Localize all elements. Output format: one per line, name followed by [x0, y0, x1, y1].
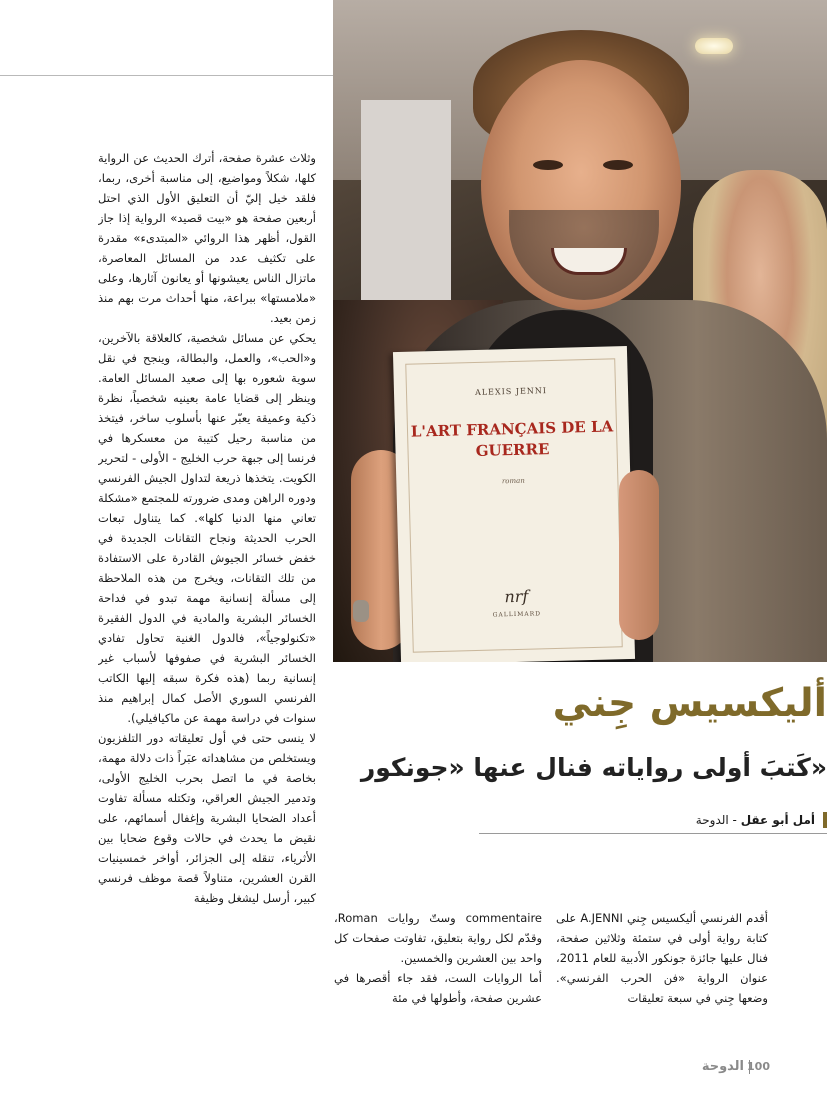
article-subtitle: كَتبَ أولى رواياته فنال عنها «جونكور» — [360, 753, 827, 782]
top-left-rule — [0, 75, 333, 76]
page-folio — [692, 1057, 770, 1077]
paragraph: أقدم الفرنسي أليكسيس جِني A.JENNI على كتابة رواية أولى في ستمئة وثلاثين صفحة، فنال عليها جائزة جونكور الأدبية للعام 2011، عنوان الرواية «فن الحرب الفرنسي». وضعها جِني في سبعة تعليقات — [556, 911, 768, 1005]
author-eye — [603, 160, 633, 170]
byline-rule — [479, 833, 827, 834]
paragraph: وثلاث عشرة صفحة، أترك الحديث عن الرواية كلها، شكلاً ومواضيع، إلى مناسبة أخرى، ربما، فلقد خيل إليّ أن التعليق الأول الذي احتل أربعين صفحة هو «بيت قصيد» الرواية إذا جاز القول، أظهر هذا الروائي «المبتدىء» مقدرة على تكثيف عدد من المسائل المعاصرة، ماتزال الناس يعيشونها أو يعانون آثارها، وعلى «ملامستها» ببراعة، منها أحداث مرت بهم منذ زمن بعيد. — [98, 151, 316, 325]
author-name: أمل أبو عقل — [740, 813, 815, 827]
text-column-left — [98, 148, 316, 1078]
page-number: 100 — [747, 1060, 770, 1073]
magazine-name: الدوحة — [701, 1059, 744, 1074]
byline-place: الدوحة — [695, 813, 729, 827]
author-photo — [333, 0, 827, 662]
paragraph: commentaire وستّ روايات Roman، وقدّم لكل رواية بتعليق، تفاوتت صفحات كل واحد بين العشرين والخمسين. أما الروايات الست، فقد جاء أقصرها في عشرين صفحة، وأطولها في مئة — [334, 911, 542, 1005]
ceiling-lamp — [695, 38, 733, 54]
author-right-hand — [619, 470, 659, 640]
text-column-middle — [334, 908, 542, 1058]
paragraph: يحكي عن مسائل شخصية، كالعلاقة بالآخرين، و«الحب»، والعمل، والبطالة، وينجح في نقل سوية شعوره بها إلى صعيد المسائل العامة. وينظر إلى قضايا عامة بعينيه شخصياً، نظرة ذكية وعميقة يعبّر عنها بأسلوب ساخر، فيتخذ من مناسبة رحيل كتيبة من معسكرها في فرنسا إلى جبهة حرب الخليج - الأولى - لتحرير الكويت. يتخذها ذريعة لتداول الجيش الفرنسي ودوره الراهن ومدى ضرورته للمجتمع «مشكلة تعاني منها الدنيا كلها». كما يتناول تبعات الحرب الحديثة ونجاح التقانات الجديدة في خفض خسائر الجيوش القادرة على الاستفادة من تلك التقانات، ويخرج من هذه الملاحظة إلى مسألة إنسانية مهمة تبدو في فداحة الخسائر البشرية والمادية في الدول الفقيرة «تكنولوجياً»، فالدول الغنية تحاول تفادي الخسائر البشرية في صفوفها لأسباب غير إنسانية ربما (هذه فكرة سبقه إليها الكاتب الفرنسي السوري الأصل كمال إبراهيم منذ سنوات في دراسة مهمة عن ماكيافيلي). — [98, 331, 316, 725]
ring — [353, 600, 369, 622]
byline-accent-bar — [823, 812, 827, 828]
article-title: أليكسيس جِني — [552, 681, 827, 726]
author-eye — [533, 160, 563, 170]
book-genre: roman — [501, 476, 525, 486]
paragraph: لا ينسى حتى في أول تعليقاته دور التلفزيون ويستخلص من مشاهداته عبَراً ذات دلالة مهمة، بخاصة في ما اتصل بحرب الخليج الأولى، وتدمير الجيش العراقي، وتكتله مسألة تفاوت أعداد الضحايا البشرية وإغفال أسمائهم، على نقيض ما يحدث في حالات وقوع ضحايا بين الأثرياء، تنقله إلى الجزائر، أواخر خمسينيات القرن العشرين، متناولاً قصة موظف فرنسي كبير، أرسل ليشغل وظيفة — [98, 731, 316, 905]
book-author: ALEXIS JENNI — [474, 386, 548, 397]
byline-separator: - — [728, 813, 741, 827]
byline — [667, 809, 827, 835]
book-cover — [393, 346, 635, 662]
text-column-right — [556, 908, 768, 1058]
byline-text — [696, 809, 815, 831]
book-publisher: GALLIMARD — [492, 610, 542, 619]
publisher-logo: nrf — [504, 586, 529, 607]
book-title: L'ART FRANÇAIS DE LA GUERRE — [410, 417, 614, 460]
